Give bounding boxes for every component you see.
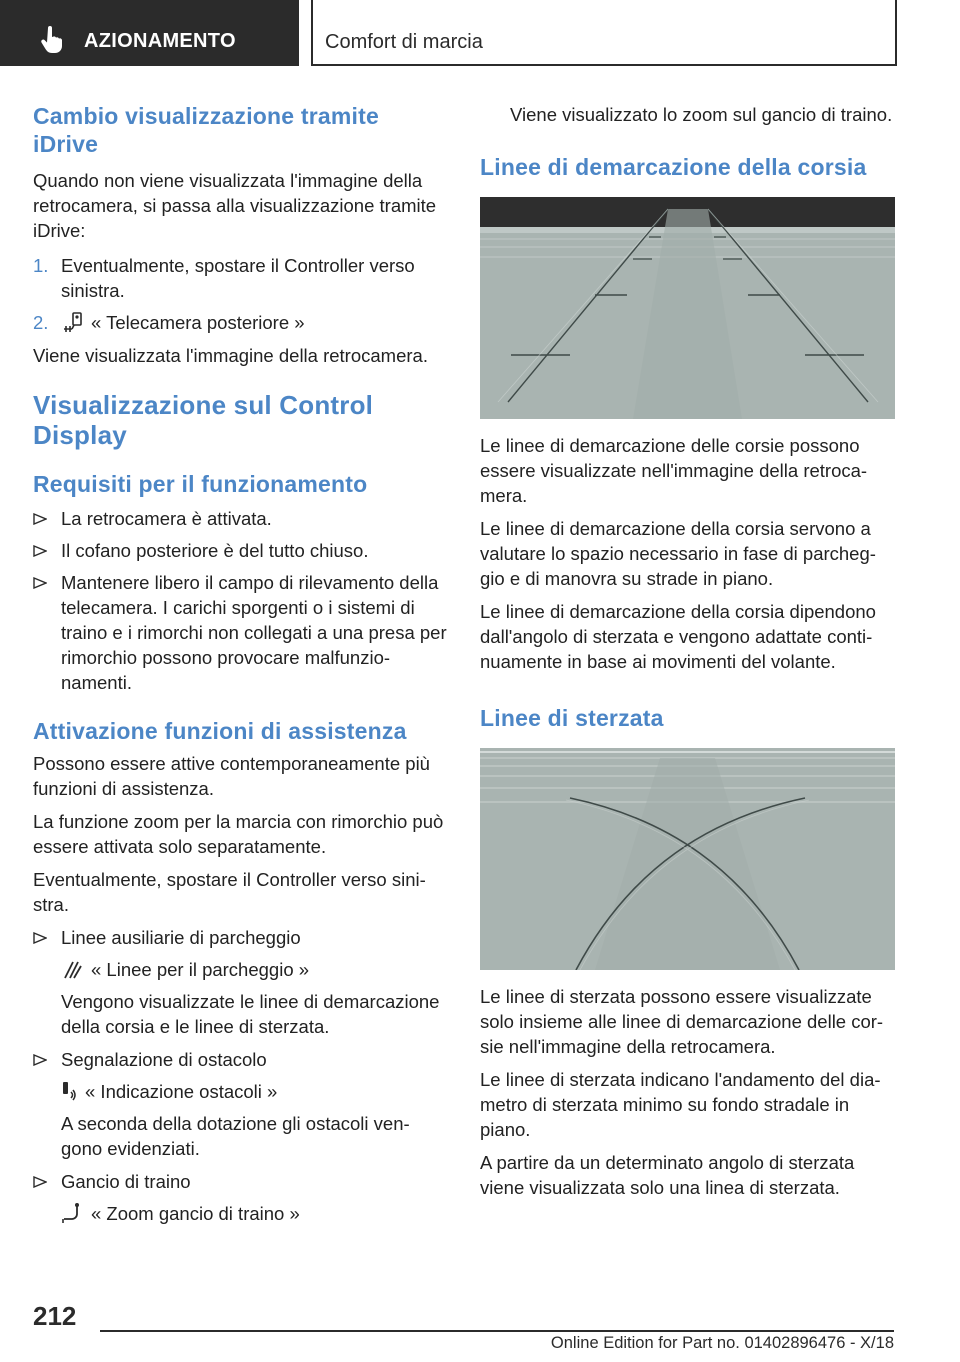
assist-menu-line	[61, 1079, 449, 1104]
footer-edition: Online Edition for Part no. 01402896476 - X/18	[550, 1334, 894, 1352]
page-header	[0, 0, 960, 66]
bullet-triangle-icon	[33, 1176, 47, 1188]
step-text: Eventualmente, spostare il Controller verso sinistra.	[61, 255, 415, 301]
heading-idrive: Cambio visualizzazione tramite iDrive	[33, 103, 379, 157]
left-column	[33, 102, 449, 1226]
heading-linee-corsia: Linee di demarcazione della corsia	[480, 154, 867, 180]
step-text: « Telecamera posteriore »	[91, 312, 305, 333]
paragraph-corsia-1: Le linee di demarcazione delle corsie possono essere visualizzate nell'immagine della retroca-mera.	[480, 435, 868, 506]
step-number: 2.	[33, 312, 49, 333]
bullet-triangle-icon	[33, 932, 47, 944]
bullet-triangle-icon	[33, 513, 47, 525]
paragraph-sterzata-2: Le linee di sterzata indicano l'andamento del dia-metro di sterzata minimo su fondo stradale in piano.	[480, 1069, 881, 1140]
heading-linee-sterzata: Linee di sterzata	[480, 705, 664, 731]
paragraph-idrive: Quando non viene visualizzata l'immagine della retrocamera, si passa alla visualizzazione tramite iDrive:	[33, 170, 437, 241]
section-tab	[0, 0, 299, 66]
paragraph-after-steps: Viene visualizzata l'immagine della retrocamera.	[33, 345, 428, 366]
paragraph-corsia-3: Le linee di demarcazione della corsia dipendono dall'angolo di sterzata e vengono adattate conti-nuamente in base ai movimenti del volante.	[480, 601, 876, 672]
assist-desc: Vengono visualizzate le linee di demarcazione della corsia e le linee di sterzata.	[61, 991, 440, 1037]
step-number: 1.	[33, 255, 49, 276]
list-item-text: Il cofano posteriore è del tutto chiuso.	[61, 540, 369, 561]
assist-menu: « Linee per il parcheggio »	[91, 959, 310, 980]
hand-pointer-icon	[40, 26, 64, 54]
paragraph-attivazione-2: La funzione zoom per la marcia con rimorchio può essere attivata solo separatamente.	[33, 811, 444, 857]
list-item	[33, 538, 449, 563]
paragraph-zoom: Viene visualizzato lo zoom sul gancio di traino.	[510, 104, 893, 125]
section-label: AZIONAMENTO	[84, 30, 236, 52]
heading-requisiti: Requisiti per il funzionamento	[33, 471, 368, 497]
obstacle-icon	[61, 1080, 77, 1102]
list-item	[33, 310, 449, 335]
paragraph-corsia-2: Le linee di demarcazione della corsia servono a valutare lo spazio necessario in fase di parcheg-gio e di manovra su strade in piano.	[480, 518, 876, 589]
requisiti-list	[33, 506, 449, 695]
right-column	[480, 102, 895, 1200]
rear-camera-icon	[61, 311, 83, 333]
footer-divider	[100, 1330, 894, 1332]
steering-lines-camera-image	[480, 748, 895, 970]
assist-menu: « Zoom gancio di traino »	[91, 1203, 300, 1224]
steps-list	[33, 253, 449, 335]
list-item	[33, 570, 449, 695]
list-item	[33, 925, 449, 1039]
assist-title: Linee ausiliarie di parcheggio	[61, 927, 301, 948]
list-item	[33, 1169, 449, 1226]
heading-control-display: Visualizzazione sul Control Display	[33, 390, 374, 450]
assist-title: Segnalazione di ostacolo	[61, 1049, 267, 1070]
parking-lines-icon	[61, 958, 83, 980]
heading-attivazione: Attivazione funzioni di assistenza	[33, 718, 407, 744]
list-item	[33, 253, 449, 303]
lane-lines-camera-image	[480, 197, 895, 419]
paragraph-sterzata-1: Le linee di sterzata possono essere visualizzate solo insieme alle linee di demarcazione delle cor-sie nell'immagine della retrocamera.	[480, 986, 884, 1057]
list-item-text: La retrocamera è attivata.	[61, 508, 272, 529]
chapter-title: Comfort di marcia	[325, 31, 483, 53]
page-number: 212	[33, 1301, 77, 1331]
bullet-triangle-icon	[33, 545, 47, 557]
assist-title: Gancio di traino	[61, 1171, 191, 1192]
assist-desc: A seconda della dotazione gli ostacoli ven-gono evidenziati.	[61, 1113, 410, 1159]
assist-menu: « Indicazione ostacoli »	[85, 1081, 278, 1102]
list-item-text: Mantenere libero il campo di rilevamento della telecamera. I carichi sporgenti o i sistemi di traino e i rimorchi non collegati a una presa per rimorchio possono provocare malfunzio-namenti.	[61, 572, 447, 693]
tow-hook-icon	[61, 1202, 83, 1224]
bullet-triangle-icon	[33, 1054, 47, 1066]
list-item	[33, 506, 449, 531]
assist-menu-line	[61, 1201, 449, 1226]
paragraph-attivazione-3: Eventualmente, spostare il Controller verso sini-stra.	[33, 869, 426, 915]
assist-list	[33, 925, 449, 1226]
list-item	[33, 1047, 449, 1161]
assist-menu-line	[61, 957, 449, 982]
paragraph-attivazione-1: Possono essere attive contemporaneamente più funzioni di assistenza.	[33, 753, 430, 799]
bullet-triangle-icon	[33, 577, 47, 589]
paragraph-sterzata-3: A partire da un determinato angolo di sterzata viene visualizzata solo una linea di sterzata.	[480, 1152, 855, 1198]
